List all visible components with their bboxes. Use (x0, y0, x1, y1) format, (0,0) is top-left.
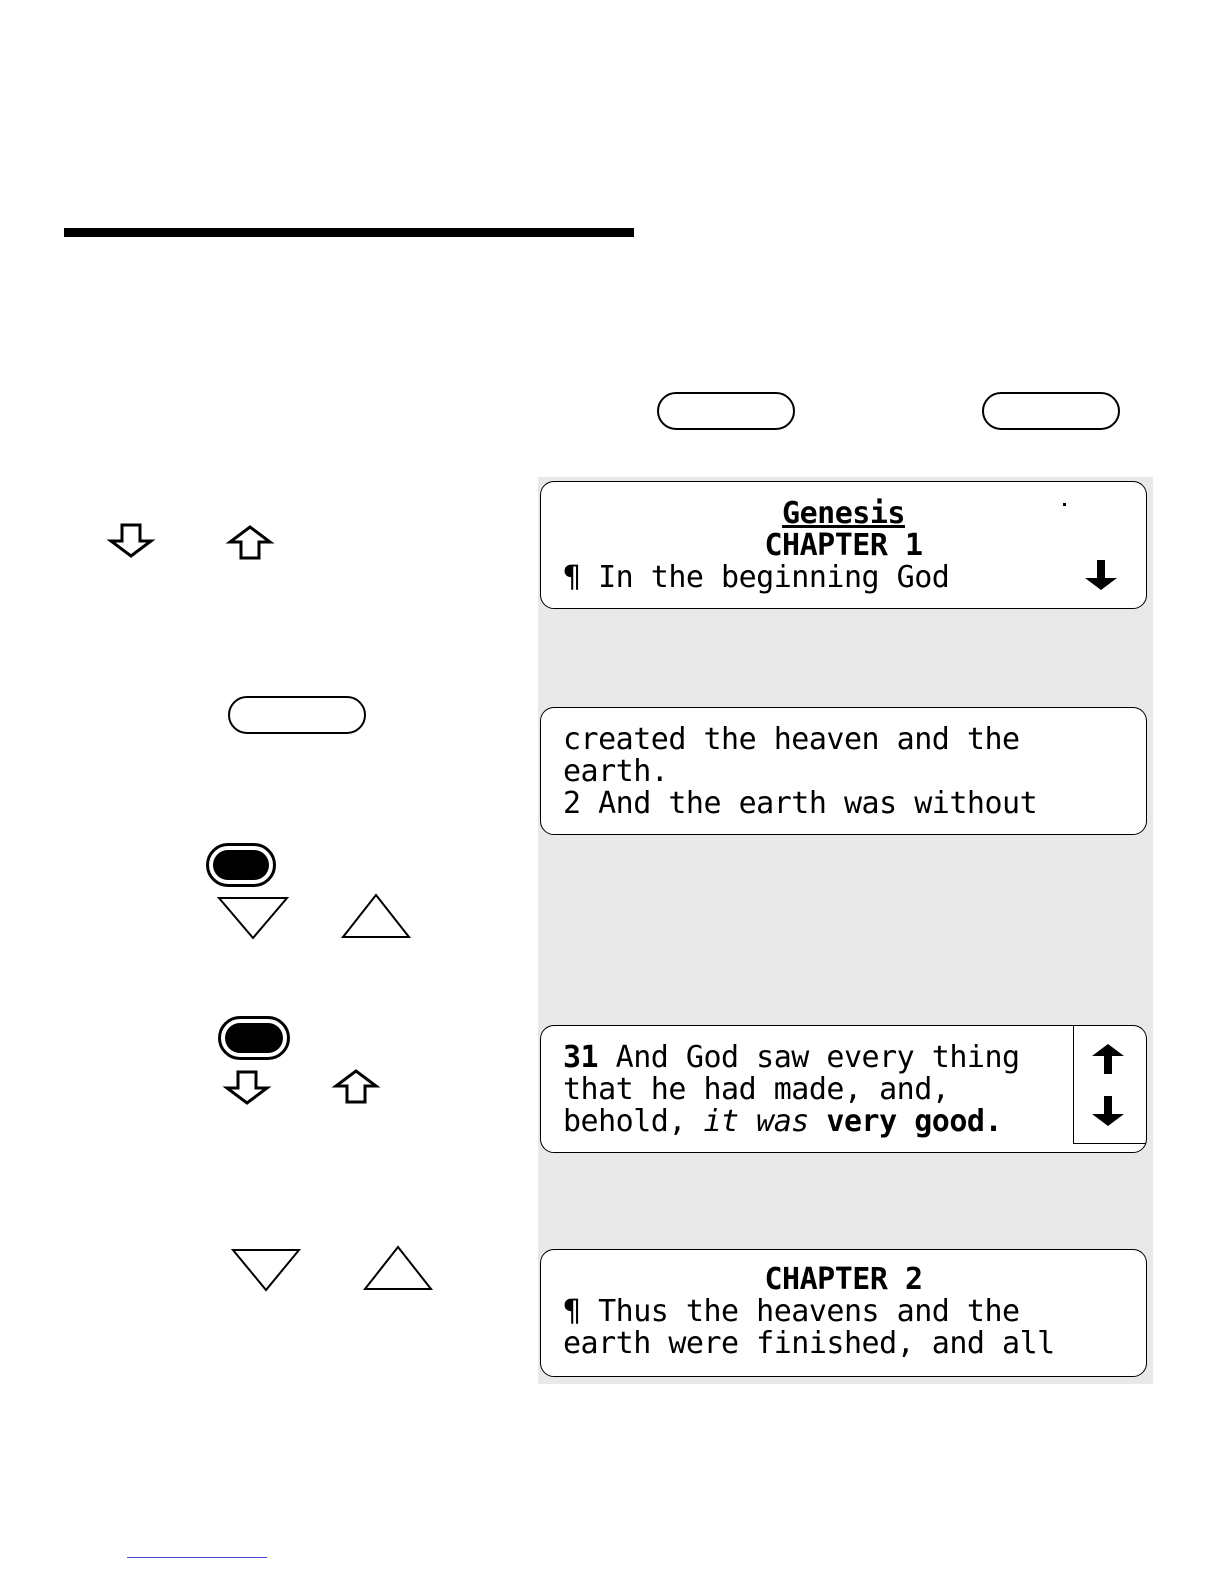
up-triangle-key-icon (340, 892, 412, 940)
up-arrow-outline-icon (227, 524, 273, 560)
text-line-3 (563, 1106, 1002, 1138)
verse-number: 31 (563, 1040, 599, 1075)
text-line-3: 2 And the earth was without (563, 786, 1038, 821)
scroll-indicator-box (1073, 1026, 1146, 1144)
text-line-3: earth were finished, and all (563, 1326, 1055, 1361)
lcd-screen-1 (540, 481, 1147, 609)
text-start: behold, (563, 1104, 704, 1139)
text-line-1 (563, 1042, 1020, 1074)
up-triangle-key-icon-2 (362, 1244, 434, 1292)
filled-key-button-1 (206, 843, 276, 887)
lcd-screen-2 (540, 707, 1147, 835)
screen-examples-panel (538, 477, 1153, 1384)
verse-line: ¶ In the beginning God (563, 560, 950, 595)
text-line-2: that he had made, and, (563, 1072, 950, 1107)
chapter-heading: CHAPTER 1 (764, 528, 923, 563)
up-arrow-outline-icon-2 (333, 1068, 379, 1104)
key-button-1 (657, 392, 795, 430)
down-arrow-outline-icon-2 (224, 1070, 270, 1106)
down-triangle-key-icon (216, 895, 290, 941)
down-arrow-outline-icon (108, 523, 154, 559)
filled-key-button-2 (218, 1016, 290, 1060)
down-triangle-key-icon-2 (230, 1247, 302, 1293)
down-arrow-icon (1088, 1094, 1128, 1128)
key-button-2 (982, 392, 1120, 430)
lcd-screen-3 (540, 1025, 1147, 1153)
lcd-screen-4 (540, 1249, 1147, 1377)
cursor-dot (1063, 503, 1066, 506)
verse-text: And God saw every thing (598, 1040, 1020, 1075)
key-button-3 (228, 696, 366, 734)
down-arrow-icon (1081, 558, 1121, 592)
italic-text: it was (703, 1104, 809, 1139)
chapter-heading: CHAPTER 2 (764, 1262, 923, 1297)
text-line-1: created the heaven and the (563, 722, 1020, 757)
text-line-2: earth. (563, 754, 669, 789)
up-arrow-icon (1088, 1042, 1128, 1076)
text-line-2: ¶ Thus the heavens and the (563, 1294, 1020, 1329)
text-end: very good. (808, 1104, 1003, 1139)
book-title: Genesis (782, 496, 905, 531)
section-heading-rule (64, 228, 634, 237)
footer-link-underline[interactable] (127, 1557, 267, 1558)
